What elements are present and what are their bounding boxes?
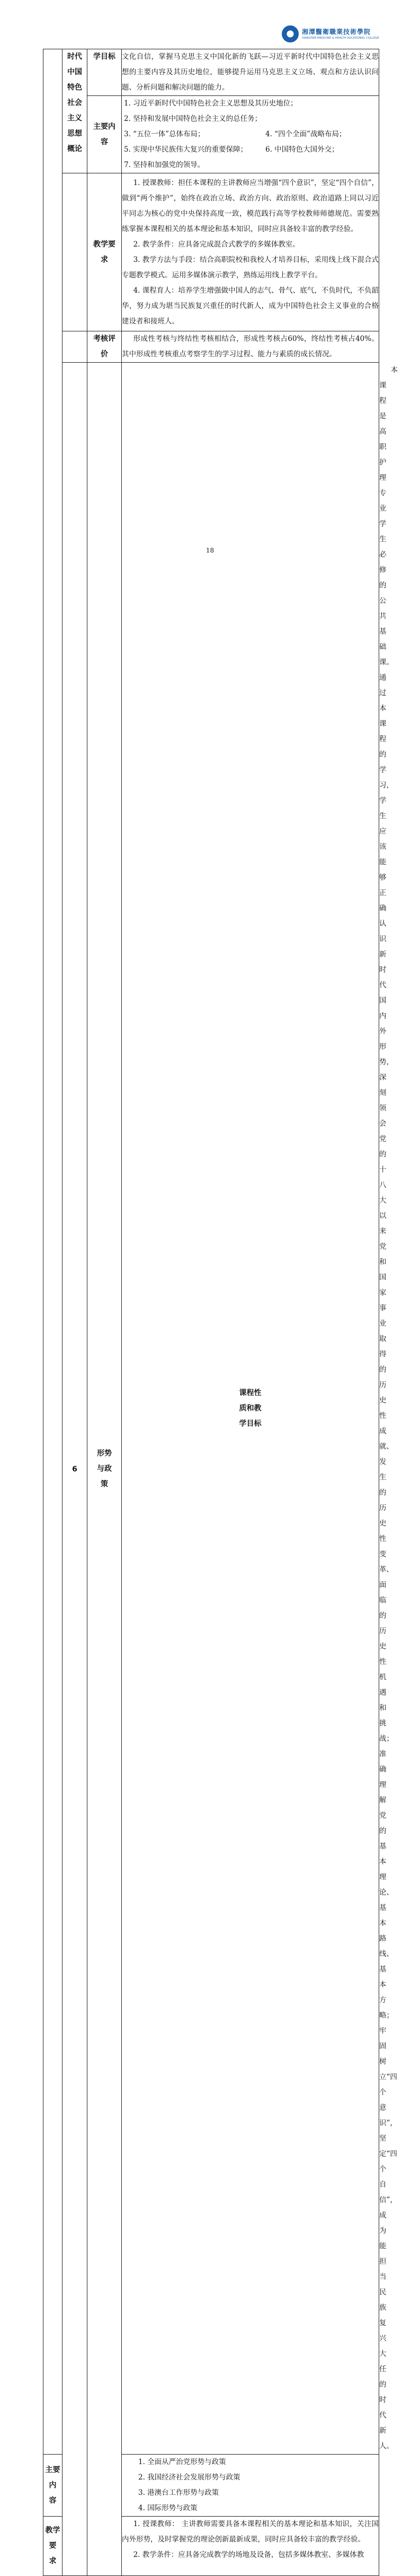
course-name-line: 主义 bbox=[67, 114, 82, 122]
content-label-line: 主要内 bbox=[45, 2465, 60, 2490]
requirement-label-cell bbox=[87, 173, 122, 331]
course-name-line: 时代 bbox=[67, 52, 82, 61]
course-name-line: 形势 bbox=[97, 1449, 112, 1458]
evaluation-label-cell bbox=[87, 331, 122, 363]
course-name-cell bbox=[87, 363, 122, 2576]
list-item: 5. 实现中华民族伟大复兴的重要保障； bbox=[124, 145, 248, 154]
list-item: 7. 坚持和加强党的领导。 bbox=[124, 161, 205, 169]
list-item: 2. 我国经济社会发展形势与政策 bbox=[138, 2473, 240, 2482]
requirement-paragraph: 1. 授课教师： 主讲教师需要具备本课程相关的基本理论和基本知识，关注国内外形势，及时掌握党的理论创新最新成果，同时应具备较丰富的教学经验。 bbox=[122, 2520, 379, 2544]
table-row bbox=[43, 331, 379, 363]
course-name-cell bbox=[62, 49, 87, 173]
evaluation-label-line: 考核评 bbox=[93, 335, 115, 343]
list-item: 4. “四个全面”战略布局； bbox=[265, 130, 346, 138]
course-name-line: 社会 bbox=[67, 99, 82, 107]
content-label-cell bbox=[87, 96, 122, 173]
nature-label-line: 学目标 bbox=[239, 1419, 262, 1428]
logo-chinese-name: 湘潭醫衛職業技術學院 bbox=[302, 28, 371, 36]
table-row bbox=[43, 173, 379, 331]
goal-text: 文化自信，掌握马克思主义中国化新的飞跃—习近平新时代中国特色社会主义思想的主要内容及其历史地位，能够提升运用马克思主义立场、观点和方法认识问题、分析问题和解决问题的能力。 bbox=[122, 52, 379, 92]
course-name-line: 策 bbox=[101, 1480, 108, 1488]
logo-text bbox=[302, 28, 379, 40]
nature-label-line: 课程性 bbox=[239, 1388, 262, 1397]
list-item: 3. 港澳台工作形势与政策 bbox=[138, 2489, 219, 2497]
evaluation-content-cell bbox=[122, 331, 379, 363]
course-name-line: 与政 bbox=[97, 1465, 112, 1473]
requirement-content-cell bbox=[122, 2517, 379, 2576]
course-name-cell-empty bbox=[62, 331, 87, 363]
list-item-pair bbox=[122, 142, 379, 157]
list-item: 3. “五位一体”总体布局； bbox=[124, 130, 205, 138]
nature-label-line: 质和教 bbox=[239, 1404, 262, 1413]
requirement-paragraph: 4. 课程育人：培养学生增强做中国人的志气、骨气、底气，不负时代，不负韶华，努力成为堪当民族复兴重任的时代新人，成为中国特色社会主义事业的合格建设者和接班人。 bbox=[122, 286, 379, 326]
goal-label-cell bbox=[87, 49, 122, 96]
page-number: 18 bbox=[205, 547, 215, 554]
course-name-cell-empty bbox=[62, 173, 87, 331]
goal-content-cell bbox=[122, 49, 379, 96]
content-list-cell bbox=[122, 96, 379, 173]
list-item: 1. 习近平新时代中国特色社会主义思想及其历史地位； bbox=[124, 99, 298, 108]
nature-label-cell bbox=[122, 363, 379, 2455]
logo-english-name: XIANGTAN MEDICINE & HEALTH VOCATIONAL COLLEGE bbox=[302, 37, 379, 40]
course-name-line: 思想 bbox=[67, 129, 82, 138]
requirement-paragraph: 3. 教学方法与手段：结合高职院校和我校人才培养目标，采用线上线下混合式专题教学模式。运用多媒体演示教学，熟练运用线上教学平台。 bbox=[122, 255, 379, 279]
list-item: 1. 全面从严治党形势与政策 bbox=[138, 2458, 226, 2466]
college-emblem-icon bbox=[282, 25, 299, 42]
content-label-line: 容 bbox=[49, 2496, 57, 2505]
course-name-line: 概论 bbox=[67, 145, 82, 153]
requirement-content-cell bbox=[122, 173, 379, 331]
content-list-cell bbox=[122, 2455, 379, 2517]
course-name-line: 中国 bbox=[67, 68, 82, 76]
course-name-line: 特色 bbox=[67, 83, 82, 92]
list-item: 4. 国际形势与政策 bbox=[138, 2504, 198, 2512]
table-row bbox=[43, 49, 379, 96]
requirement-label-line: 求 bbox=[49, 2557, 57, 2565]
table-row bbox=[43, 96, 379, 173]
list-item-pair bbox=[122, 127, 379, 142]
table-row: 6 形势 与政 策 课程性 质和教 学目标 本课程是高职护理专业学生必修的公共基础课。通过本课程的学习，学生应该能够正确认识新时代国内外形势，深刻领会党的十八大以来党和国家事业取得的历史性成就、发生的历史性变革、面临的历史性机遇和挑战；准确理解党的基本理论、基本路线、基本方略；牢固树立“四个意识”，坚定“四个自信”，成为能担当民族复兴大任的时代新人。 bbox=[43, 363, 379, 2455]
list-item: 2. 坚持和发展中国特色社会主义的总任务； bbox=[124, 115, 262, 123]
college-logo bbox=[282, 25, 379, 42]
course-number-cell: 6 bbox=[62, 363, 87, 2576]
goal-label: 学目标 bbox=[93, 52, 115, 61]
evaluation-text: 形成性考核与终结性考核相结合，形成性考核占60%，终结性考核占40%。其中形成性考核重点考察学生的学习过程、能力与素质的成长情况。 bbox=[122, 335, 379, 358]
course-number-cell bbox=[43, 49, 62, 2455]
evaluation-label-line: 价 bbox=[101, 350, 108, 358]
content-label-line: 容 bbox=[101, 137, 108, 146]
requirement-label-line: 求 bbox=[101, 255, 108, 264]
curriculum-table bbox=[43, 49, 398, 2576]
requirement-paragraph: 2. 教学条件：应具备完成教学的场地及设备，包括多媒体教室、多媒体教 bbox=[133, 2551, 364, 2559]
list-item: 6. 中国特色大国外交； bbox=[265, 145, 339, 154]
requirement-paragraph: 1. 授课教师：担任本课程的主讲教师应当增强“四个意识”，坚定“四个自信”，做到“两个维护”，始终在政治立场、政治方向、政治原则、政治道路上同以习近平同志为核心的党中央保持高度一致，模范践行高等学校教师师德规范。需要熟练掌握本课程相关的基本理论和基本知识，同时应具备较丰富的教学经验。 bbox=[122, 178, 379, 233]
requirement-paragraph: 2. 教学条件：应具备完成混合式教学的多媒体教室。 bbox=[133, 240, 300, 249]
requirement-label-line: 教学要 bbox=[93, 240, 115, 249]
requirement-label-cell bbox=[43, 2517, 62, 2576]
requirement-label-line: 教学要 bbox=[45, 2526, 60, 2550]
content-label-line: 主要内 bbox=[93, 122, 115, 131]
content-label-cell bbox=[43, 2455, 62, 2517]
